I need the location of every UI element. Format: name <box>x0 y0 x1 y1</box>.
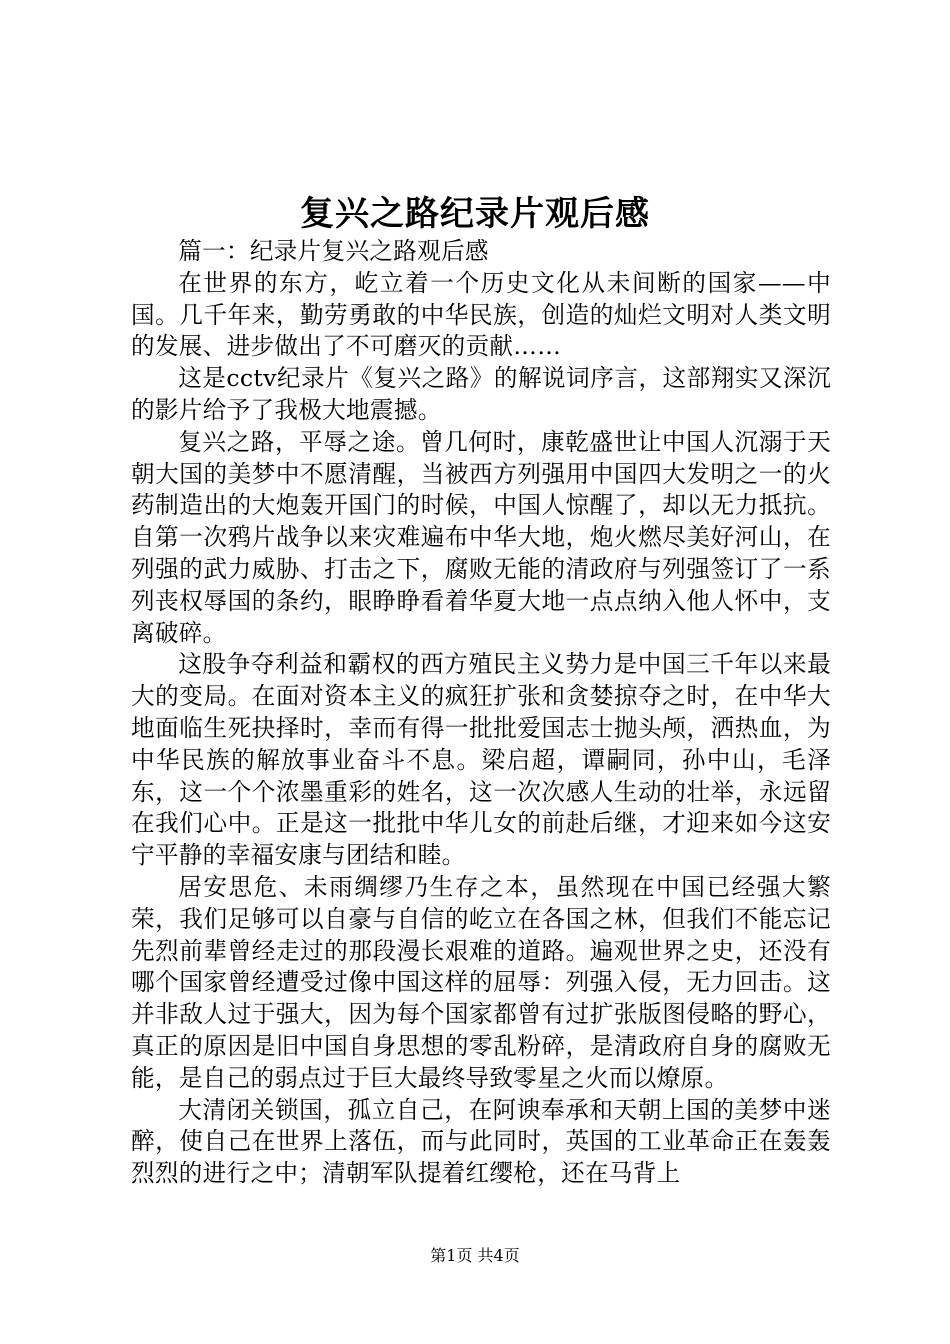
paragraph: 大清闭关锁国，孤立自己，在阿谀奉承和天朝上国的美梦中迷醉，使自己在世界上落伍，而与此同时，英国的工业革命正在轰轰烈烈的进行之中；清朝军队提着红缨枪，还在马背上 <box>131 1095 831 1188</box>
document-body <box>131 236 831 1190</box>
paragraph: 这股争夺利益和霸权的西方殖民主义势力是中国三千年以来最大的变局。在面对资本主义的疯狂扩张和贪婪掠夺之时，在中华大地面临生死抉择时，幸而有得一批批爱国志士抛头颅，洒热血，为中华民族的解放事业奋斗不息。梁启超，谭嗣同，孙中山，毛泽东，这一个个浓墨重彩的姓名，这一次次感人生动的壮举，永远留在我们心中。正是这一批批中华儿女的前赴后继，才迎来如今这安宁平静的幸福安康与团结和睦。 <box>131 650 831 870</box>
paragraph: 这是cctv纪录片《复兴之路》的解说词序言，这部翔实又深沉的影片给予了我极大地震撼。 <box>131 364 831 424</box>
paragraph: 在世界的东方，屹立着一个历史文化从未间断的国家——中国。几千年来，勤劳勇敢的中华民族，创造的灿烂文明对人类文明的发展、进步做出了不可磨灭的贡献…… <box>131 268 831 361</box>
section-heading: 篇一：纪录片复兴之路观后感 <box>178 237 489 265</box>
paragraph: 居安思危、未雨绸缪乃生存之本，虽然现在中国已经强大繁荣，我们足够可以自豪与自信的屹立在各国之林，但我们不能忘记先烈前辈曾经走过的那段漫长艰难的道路。遍观世界之史，还没有哪个国家曾经遭受过像中国这样的屈辱：列强入侵，无力回击。这并非敌人过于强大，因为每个国家都曾有过扩张版图侵略的野心，真正的原因是旧中国自身思想的零乱粉碎，是清政府自身的腐败无能，是自己的弱点过于巨大最终导致零星之火而以燎原。 <box>131 872 831 1092</box>
document-title: 复兴之路纪录片观后感 <box>300 194 650 234</box>
page-footer: 第1页 共4页 <box>430 1246 520 1265</box>
paragraph: 复兴之路，平辱之途。曾几何时，康乾盛世让中国人沉溺于天朝大国的美梦中不愿清醒，当被西方列强用中国四大发明之一的火药制造出的大炮轰开国门的时候，中国人惊醒了，却以无力抵抗。自第一次鸦片战争以来灾难遍布中华大地，炮火燃尽美好河山，在列强的武力威胁、打击之下，腐败无能的清政府与列强签订了一系列丧权辱国的条约，眼睁睁看着华夏大地一点点纳入他人怀中，支离破碎。 <box>131 427 831 647</box>
